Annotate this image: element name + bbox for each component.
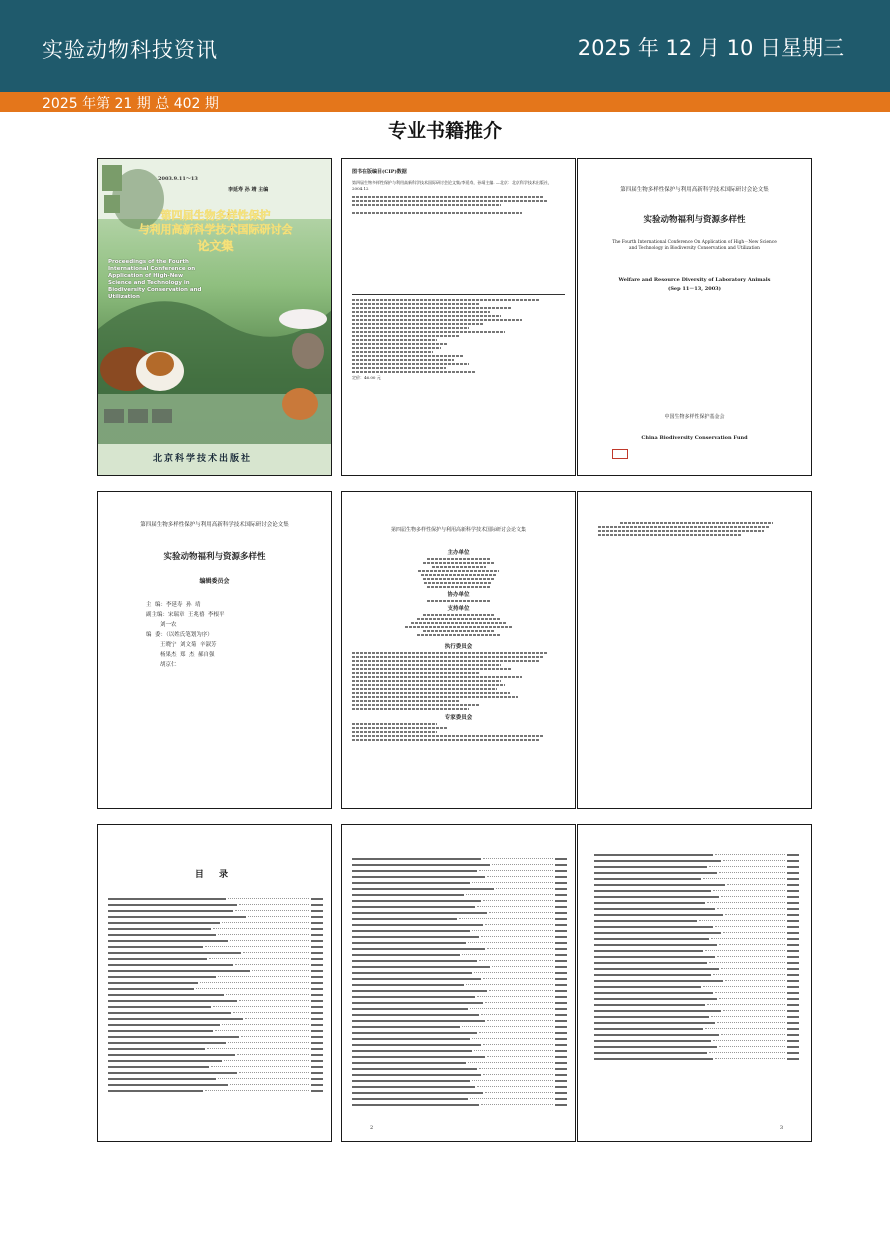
p5-body <box>342 548 575 743</box>
p5-series: 第四届生物多样性保护与利用高新科学技术国际研讨会论文集 <box>390 527 526 533</box>
toc-list-2 <box>352 855 567 1108</box>
p5-exec-heading: 执行委员会 <box>444 644 473 650</box>
page-number: 3 <box>779 1125 783 1131</box>
cip-price: 定价：46.00 元 <box>352 375 381 380</box>
cover-editors: 李延寿 孙 靖 主编 <box>228 187 269 193</box>
cover-background <box>98 159 331 475</box>
cover-date: 2003.9.11～13 <box>158 176 198 182</box>
editorial-committee-page[interactable] <box>97 491 332 809</box>
p5-assist-heading: 协办单位 <box>447 592 470 598</box>
cover-title-1: 第四届生物多样性保护 <box>160 209 271 222</box>
p4-committee: 编辑委员会 <box>199 578 230 585</box>
p4-row: 刘一农 <box>146 622 177 628</box>
p4-row: 杨果杰 郑 杰 郝自强 <box>146 652 215 658</box>
page-number: 2 <box>370 1125 374 1131</box>
issue-label: 2025 年第 21 期 总 402 期 <box>42 96 219 112</box>
header-date: 2025 年 12 月 10 日星期三 <box>577 36 844 60</box>
page-title: 专业书籍推介 <box>387 120 502 142</box>
issue-bar <box>0 92 890 112</box>
cover-publisher: 北京科学技术出版社 <box>153 454 253 464</box>
p5-host-heading: 主办单位 <box>447 550 470 556</box>
cover-title-en: Proceedings of the Fourth International Conference on Application of High-New Science and Technology in Biodiversity Conservation and Utilization <box>108 259 202 300</box>
member-list-page[interactable] <box>577 491 812 809</box>
p3-title: 实验动物福利与资源多样性 <box>643 215 746 225</box>
organizers-page[interactable] <box>341 491 576 809</box>
p3-subtitle-en-1: Welfare and Resource Diversity of Laboratory Animals <box>618 277 771 283</box>
toc-title: 目 录 <box>194 870 235 880</box>
toc-list-3 <box>594 851 799 1062</box>
site-title: 实验动物科技资讯 <box>42 38 218 62</box>
p4-row: 王晓宁 刘文菊 辛淑芳 <box>146 642 217 648</box>
p3-series: 第四届生物多样性保护与利用高新科学技术国际研讨会论文集 <box>620 187 769 193</box>
site-header <box>0 0 890 92</box>
p4-row: 胡京仁 <box>146 662 177 668</box>
p3-title-en-1: The Fourth International Conference On Application of High－New Science <box>612 240 777 245</box>
cip-heading: 图书在版编目(CIP)数据 <box>352 169 407 175</box>
cip-page[interactable] <box>341 158 576 476</box>
p5-expert-heading: 专家委员会 <box>444 715 473 721</box>
toc-page-2[interactable] <box>341 824 576 1142</box>
p3-subtitle-en-2: (Sep 11－13, 2003) <box>667 286 722 292</box>
p4-row: 主 编：李延寿 孙 靖 <box>146 602 201 608</box>
p3-org-en: China Biodiversity Conservation Fund <box>641 435 748 441</box>
book-cover-page[interactable] <box>97 158 332 476</box>
english-title-page[interactable] <box>577 158 812 476</box>
p3-org-cn: 中国生物多样性保护基金会 <box>664 414 725 420</box>
p6-list <box>598 520 778 538</box>
library-stamp <box>612 449 628 459</box>
p4-title: 实验动物福利与资源多样性 <box>163 552 266 562</box>
p4-committee-list <box>146 600 326 670</box>
p5-support-heading: 支持单位 <box>447 606 470 612</box>
cover-title-2: 与利用高新科学技术国际研讨会 <box>138 223 293 236</box>
cip-text: 第四届生物多样性保护与利用高新科学技术国际研讨会论文集/李延寿，孙靖主编. —北京：北京科学技术出版社，2004.12 <box>352 180 552 191</box>
p4-series: 第四届生物多样性保护与利用高新科学技术国际研讨会论文集 <box>140 522 289 528</box>
cover-title-3: 论文集 <box>197 239 234 253</box>
toc-list <box>108 895 323 1094</box>
toc-page[interactable] <box>97 824 332 1142</box>
p3-title-en-2: and Technology in Biodiversity Conservation and Utilization <box>629 246 760 251</box>
p4-row: 副主编：宋瑞章 王兆禧 李根平 <box>146 612 225 618</box>
p4-row: 编 委：（以姓氏笔划为序） <box>146 632 213 638</box>
toc-page-3[interactable] <box>577 824 812 1142</box>
